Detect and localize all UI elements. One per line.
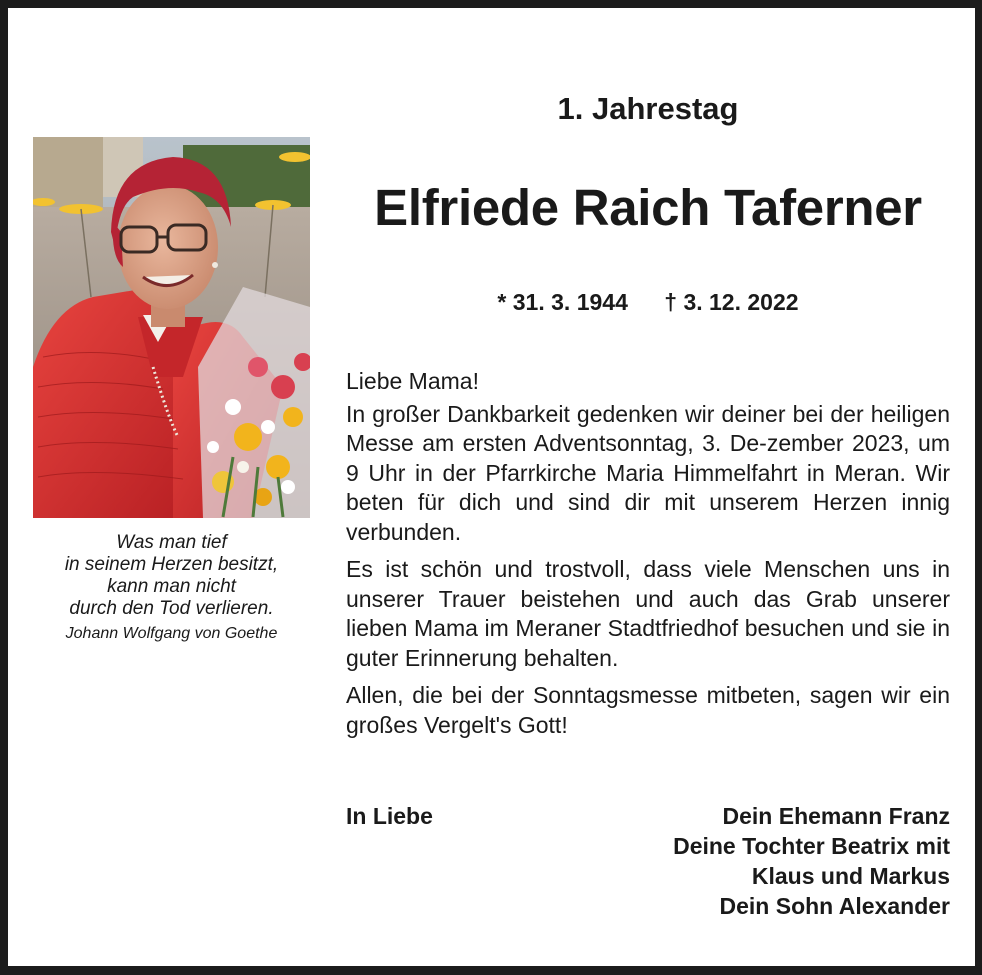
message-body bbox=[346, 367, 950, 748]
portrait-illustration bbox=[33, 137, 310, 518]
signatures bbox=[673, 801, 950, 921]
message-paragraph: Es ist schön und trostvoll, dass viele Menschen uns in unserer Trauer beistehen und auch das Grab unserer lieben Mama im Meraner Stadtfriedhof besuchen und sie in guter Erinnerung behalten. bbox=[346, 556, 950, 671]
portrait-photo bbox=[33, 137, 310, 518]
signature-line: Klaus und Markus bbox=[751, 863, 950, 889]
quote bbox=[33, 532, 310, 620]
salutation: Liebe Mama! bbox=[346, 368, 479, 394]
quote-line: in seinem Herzen besitzt, bbox=[64, 554, 279, 575]
quote-line: Was man tief bbox=[116, 532, 227, 553]
quote-author: Johann Wolfgang von Goethe bbox=[65, 625, 278, 642]
message-paragraph: In großer Dankbarkeit gedenken wir deiner bei der heiligen Messe am ersten Adventsonntag, 3. De-zember 2023, um 9 Uhr in der Pfarrkirche Maria Himmelfahrt in Meran. Wir beten für dich und sind dir mit unserem Herzen innig verbunden. bbox=[346, 400, 950, 545]
death-date: † 3. 12. 2022 bbox=[664, 289, 799, 315]
life-dates bbox=[346, 284, 950, 320]
occasion-heading: 1. Jahrestag bbox=[557, 91, 739, 126]
closing-phrase: In Liebe bbox=[346, 803, 433, 829]
quote-line: durch den Tod verlieren. bbox=[69, 598, 274, 619]
birth-date: * 31. 3. 1944 bbox=[497, 289, 628, 315]
deceased-name: Elfriede Raich Taferner bbox=[374, 179, 922, 236]
quote-line: kann man nicht bbox=[107, 576, 236, 597]
signature-line: Deine Tochter Beatrix mit bbox=[673, 833, 950, 859]
signature-line: Dein Ehemann Franz bbox=[722, 803, 950, 829]
signature-line: Dein Sohn Alexander bbox=[719, 893, 950, 919]
message-paragraph: Allen, die bei der Sonntagsmesse mitbeten, sagen wir ein großes Vergelt's Gott! bbox=[346, 682, 950, 738]
